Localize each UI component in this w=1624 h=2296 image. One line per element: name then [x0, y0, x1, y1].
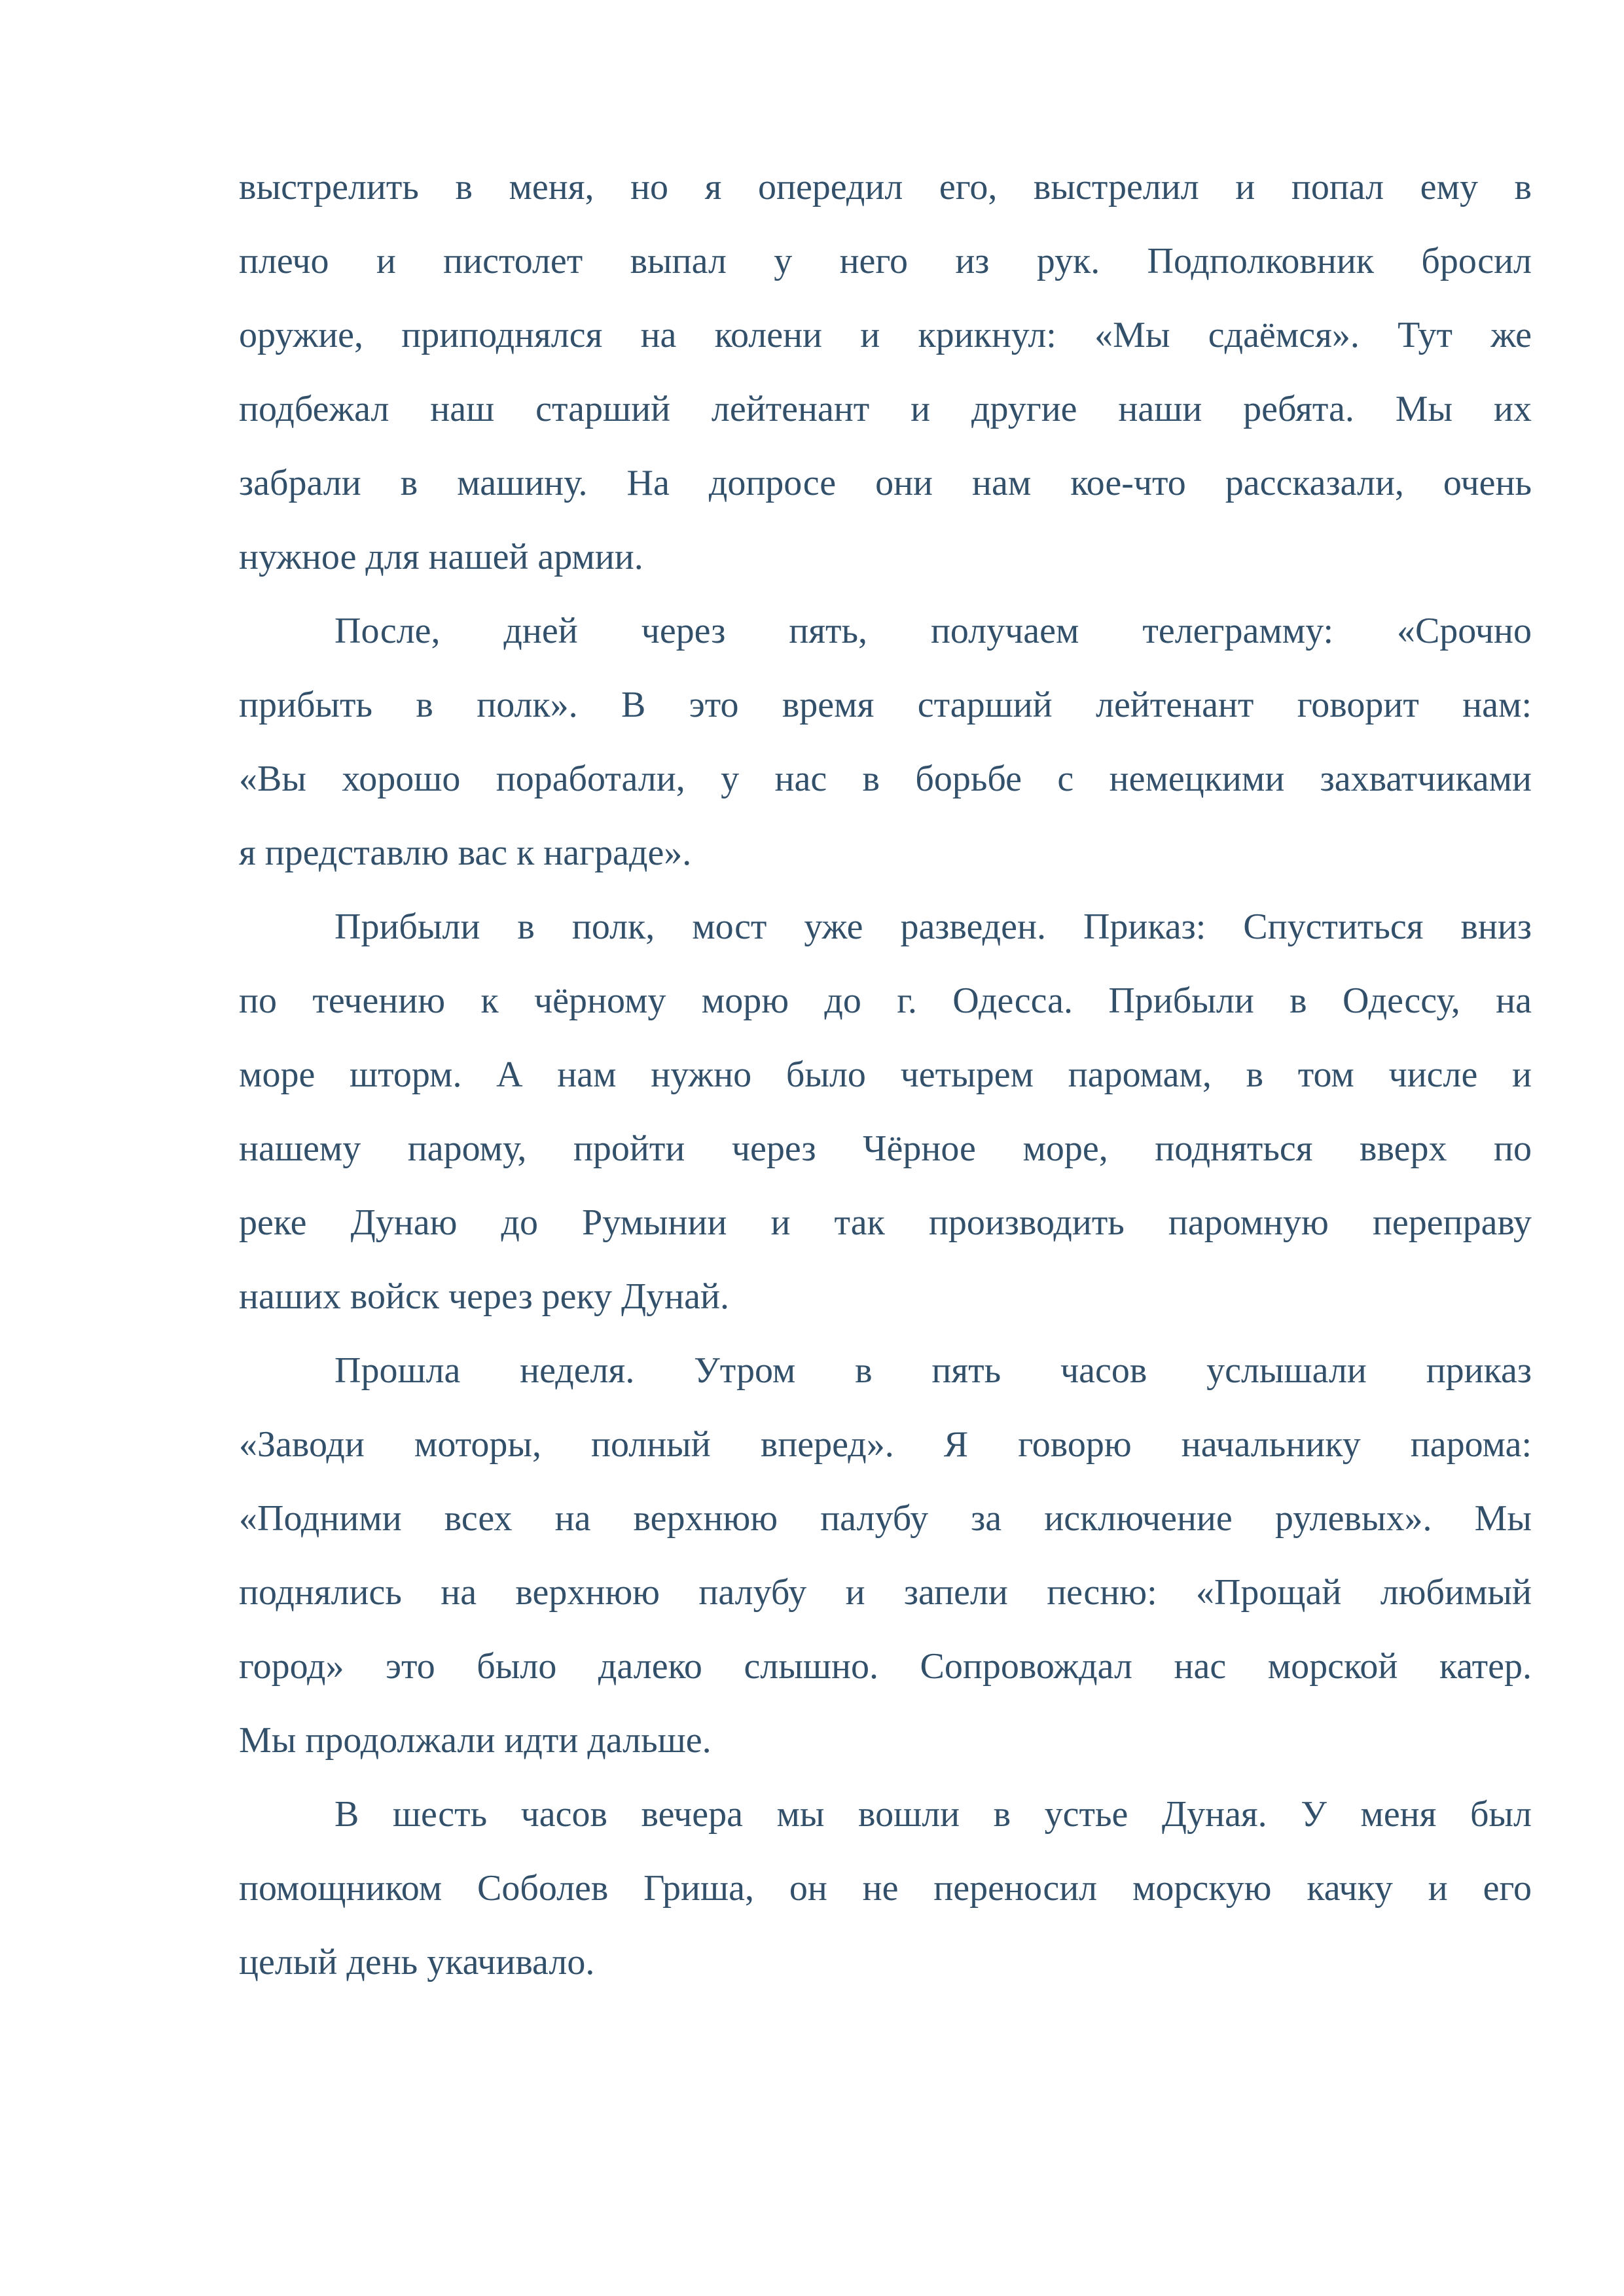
paragraph	[239, 1778, 1532, 2000]
text-line: помощником Соболев Гриша, он не переносил морскую качку и его	[239, 1868, 1532, 1909]
text-line: я представлю вас к награде».	[239, 833, 692, 873]
paragraph	[239, 1334, 1532, 1778]
text-line: по течению к чёрному морю до г. Одесса. Прибыли в Одессу, на	[239, 980, 1532, 1021]
text-line: выстрелить в меня, но я опередил его, выстрелил и попал ему в	[239, 167, 1532, 207]
text-line: Прибыли в полк, мост уже разведен. Приказ: Спуститься вниз	[334, 906, 1532, 947]
paragraph	[239, 151, 1532, 594]
paragraph	[239, 890, 1532, 1334]
text-line: город» это было далеко слышно. Сопровождал нас морской катер.	[239, 1646, 1532, 1687]
text-line: Прошла неделя. Утром в пять часов услышали приказ	[334, 1350, 1532, 1391]
text-line: забрали в машину. На допросе они нам кое-что рассказали, очень	[239, 463, 1532, 503]
text-line: Мы продолжали идти дальше.	[239, 1720, 712, 1761]
text-line: реке Дунаю до Румынии и так производить паромную переправу	[239, 1202, 1532, 1243]
text-line: «Подними всех на верхнюю палубу за исключение рулевых». Мы	[239, 1498, 1532, 1539]
text-line: После, дней через пять, получаем телеграмму: «Срочно	[334, 611, 1532, 651]
text-line: наших войск через реку Дунай.	[239, 1276, 729, 1317]
text-line: нужное для нашей армии.	[239, 537, 643, 577]
text-line: нашему парому, пройти через Чёрное море, подняться вверх по	[239, 1128, 1532, 1169]
text-line: море шторм. А нам нужно было четырем паромам, в том числе и	[239, 1054, 1532, 1095]
text-line: целый день укачивало.	[239, 1942, 595, 1982]
text-line: поднялись на верхнюю палубу и запели песню: «Прощай любимый	[239, 1572, 1532, 1613]
text-line: «Вы хорошо поработали, у нас в борьбе с немецкими захватчиками	[239, 759, 1532, 799]
text-line: плечо и пистолет выпал у него из рук. Подполковник бросил	[239, 241, 1532, 281]
text-line: В шесть часов вечера мы вошли в устье Дуная. У меня был	[334, 1794, 1532, 1835]
text-line: «Заводи моторы, полный вперед». Я говорю начальнику парома:	[239, 1424, 1532, 1465]
text-line: оружие, приподнялся на колени и крикнул: «Мы сдаёмся». Тут же	[239, 315, 1532, 355]
text-line: подбежал наш старший лейтенант и другие наши ребята. Мы их	[239, 389, 1532, 429]
text-line: прибыть в полк». В это время старший лейтенант говорит нам:	[239, 685, 1532, 725]
paragraph	[239, 594, 1532, 890]
